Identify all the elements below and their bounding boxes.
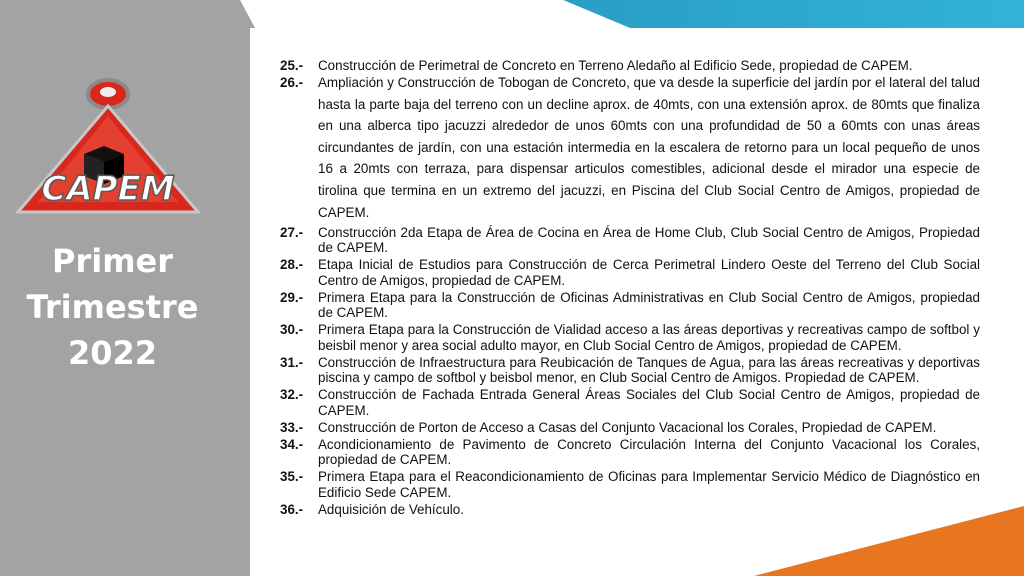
item-number: 36.- [280,501,304,517]
project-list [280,58,980,519]
item-text: Ampliación y Construcción de Tobogan de Concreto, que va desde la superficie del jardín por el lateral del talud hasta la parte baja del terreno con un decline aprox. de 40mts, con una extensión aprox. de 80mts que finaliza en una alberca tipo jacuzzi alrededor de unos 60mts con una profundidad de 50 a 60mts con unas áreas circundantes de jardín, con una estación intermedia en la escalera de retorno para un local pequeño de unos 16 a 20mts con terraza, para dispensar articulos comestibles, adicional desde el mirador una especie de tirolina que termina en un extremo del jacuzzi, en Piscina del Club Social Centro de Amigos, propiedad de CAPEM. [318,75,980,220]
item-text: Construcción de Porton de Acceso a Casas del Conjunto Vacacional los Corales, Propiedad de CAPEM. [318,419,937,435]
item-text: Construcción de Infraestructura para Reubicación de Tanques de Agua, para las áreas recreativas y deportivas piscina y campo de softbol y beisbol menor, en Club Social Centro de Amigos. Propiedad de CAPEM. [318,354,980,386]
item-number: 31.- [280,354,304,370]
item-number: 30.- [280,322,304,338]
item-number: 33.- [280,419,304,435]
item-text: Construcción 2da Etapa de Área de Cocina en Área de Home Club, Club Social Centro de Amigos, Propiedad de CAPEM. [318,224,980,256]
period-title [0,238,225,376]
item-number: 32.- [280,387,304,403]
list-item [280,437,980,468]
item-text: Primera Etapa para el Reacondicionamiento de Oficinas para Implementar Servicio Médico de Diagnóstico en Edificio Sede CAPEM. [318,469,980,500]
list-item [280,290,980,321]
item-text: Etapa Inicial de Estudios para Construcción de Cerca Perimetral Lindero Oeste del Terreno del Club Social Centro de Amigos, propiedad de CAPEM. [318,257,980,288]
item-text: Acondicionamiento de Pavimento de Concreto Circulación Interna del Conjunto Vacacional los Corales, propiedad de CAPEM. [318,436,980,468]
item-text: Primera Etapa para la Construcción de Vialidad acceso a las áreas deportivas y recreativas campo de softbol y beisbil menor y area social adulto mayor, en Club Social Centro de Amigos, propiedad de CAPEM. [318,322,980,353]
list-item [280,355,980,386]
title-line-1: Primer [51,242,174,280]
list-item [280,75,980,223]
capem-wordmark: CAPEM [41,169,175,209]
list-item [280,502,980,518]
list-item [280,387,980,418]
item-number: 35.- [280,469,304,485]
item-number: 28.- [280,257,304,273]
item-number: 26.- [280,75,304,90]
item-text: Primera Etapa para la Construcción de Oficinas Administrativas en Club Social Centro de Amigos, propiedad de CAPEM. [318,289,980,321]
item-text: Construcción de Perimetral de Concreto en Terreno Aledaño al Edificio Sede, propiedad de CAPEM. [318,58,913,73]
title-line-3: 2022 [67,334,158,372]
item-number: 25.- [280,58,304,73]
item-number: 27.- [280,224,304,240]
capem-logo [8,72,208,222]
list-item [280,225,980,256]
left-gray-panel-top [0,0,255,60]
item-number: 34.- [280,436,304,452]
item-number: 29.- [280,289,304,305]
item-text: Adquisición de Vehículo. [318,501,464,517]
list-item [280,420,980,436]
list-item [280,257,980,288]
item-text: Construcción de Fachada Entrada General Áreas Sociales del Club Social Centro de Amigos, propiedad de CAPEM. [318,387,980,418]
title-line-2: Trimestre [26,288,199,326]
list-item [280,322,980,353]
list-item [280,469,980,500]
